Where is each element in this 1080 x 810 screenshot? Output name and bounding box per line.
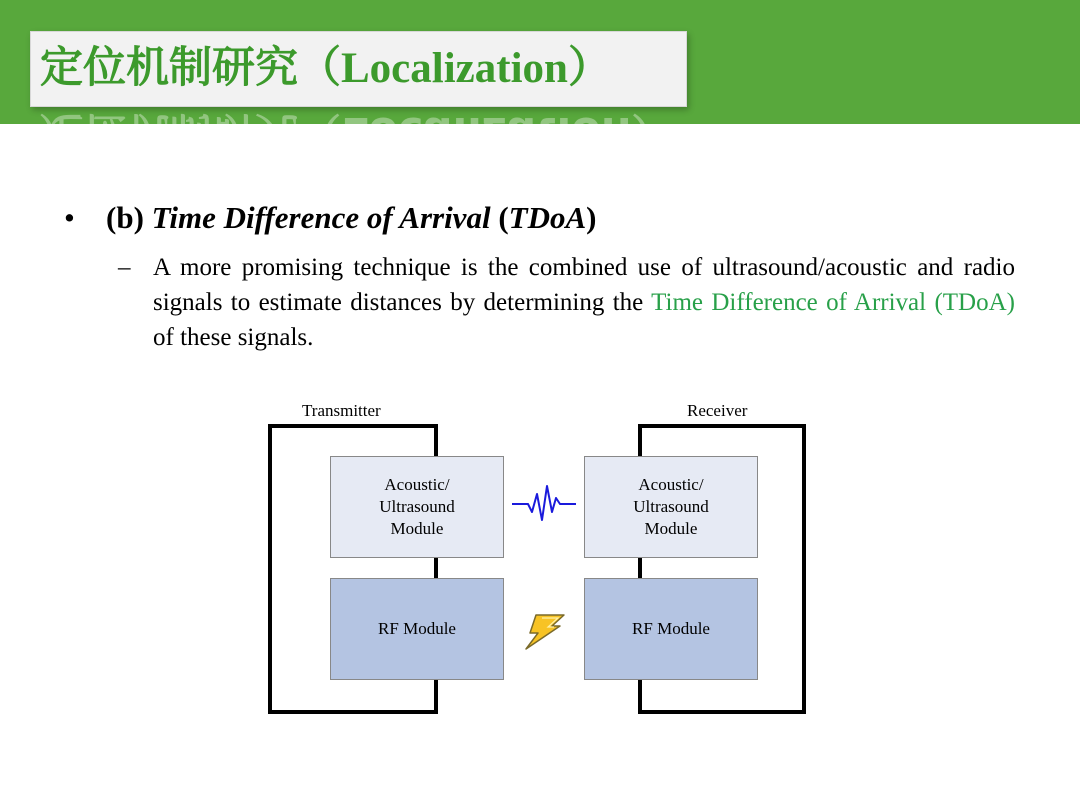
receiver-wire-lower-stub: [638, 678, 642, 714]
sub-marker: –: [118, 254, 131, 281]
transmitter-label: Transmitter: [302, 401, 381, 420]
transmitter-wire-upper-stub: [434, 424, 438, 456]
transmitter-wire-left: [268, 424, 272, 714]
receiver-rf-label: RF Module: [632, 619, 710, 638]
receiver-wire-upper-stub: [638, 424, 642, 456]
sub-paragraph: [153, 250, 1015, 355]
receiver-acoustic-line-2: Ultrasound: [633, 497, 709, 516]
transmitter-wire-middle: [434, 556, 438, 578]
transmitter-acoustic-module: [330, 456, 504, 558]
transmitter-wire-bottom: [268, 710, 438, 714]
title-close-paren: ）: [567, 43, 611, 93]
sound-wave-icon: [510, 482, 578, 526]
bullet-marker: •: [64, 200, 75, 235]
lightning-bolt-icon: [518, 612, 570, 652]
sub-highlight: Time Difference of Arrival (TDoA): [651, 289, 1015, 316]
slide-title: [40, 38, 611, 99]
transmitter-acoustic-line-1: Acoustic/: [384, 475, 450, 494]
transmitter-rf-module: [330, 578, 504, 680]
transmitter-wire-lower-stub: [434, 678, 438, 714]
bullet-abbr: TDoA: [508, 200, 587, 235]
title-latin: Localization: [341, 45, 568, 92]
receiver-acoustic-module: [584, 456, 758, 558]
sub-text-before: A more promising technique is the combined use of ultrasound/acoustic and radio signals to estimate distances by determining the: [153, 254, 1015, 316]
receiver-acoustic-line-1: Acoustic/: [638, 475, 704, 494]
title-open-paren: （: [298, 43, 341, 93]
title-chinese: 定位机制研究: [40, 43, 298, 93]
bullet-paren-open: (: [490, 200, 509, 235]
receiver-wire-top: [638, 424, 806, 428]
title-reflection: 定位机制研究（Localization）: [40, 107, 675, 157]
tdoa-diagram: [260, 398, 820, 728]
bullet-label-b: (b): [106, 200, 152, 235]
bullet-label-italic: Time Difference of Arrival: [151, 200, 491, 235]
receiver-acoustic-line-3: Module: [644, 519, 698, 538]
transmitter-rf-label: RF Module: [378, 619, 456, 638]
receiver-wire-right: [802, 424, 806, 714]
transmitter-wire-top: [268, 424, 438, 428]
transmitter-acoustic-line-2: Ultrasound: [379, 497, 455, 516]
bullet-heading: [106, 196, 596, 240]
receiver-wire-bottom: [638, 710, 806, 714]
receiver-rf-module: [584, 578, 758, 680]
receiver-label: Receiver: [687, 401, 748, 420]
transmitter-acoustic-line-3: Module: [390, 519, 444, 538]
bullet-paren-close: ): [586, 200, 597, 235]
receiver-wire-middle: [638, 556, 642, 578]
sub-text-after: of these signals.: [153, 324, 314, 351]
